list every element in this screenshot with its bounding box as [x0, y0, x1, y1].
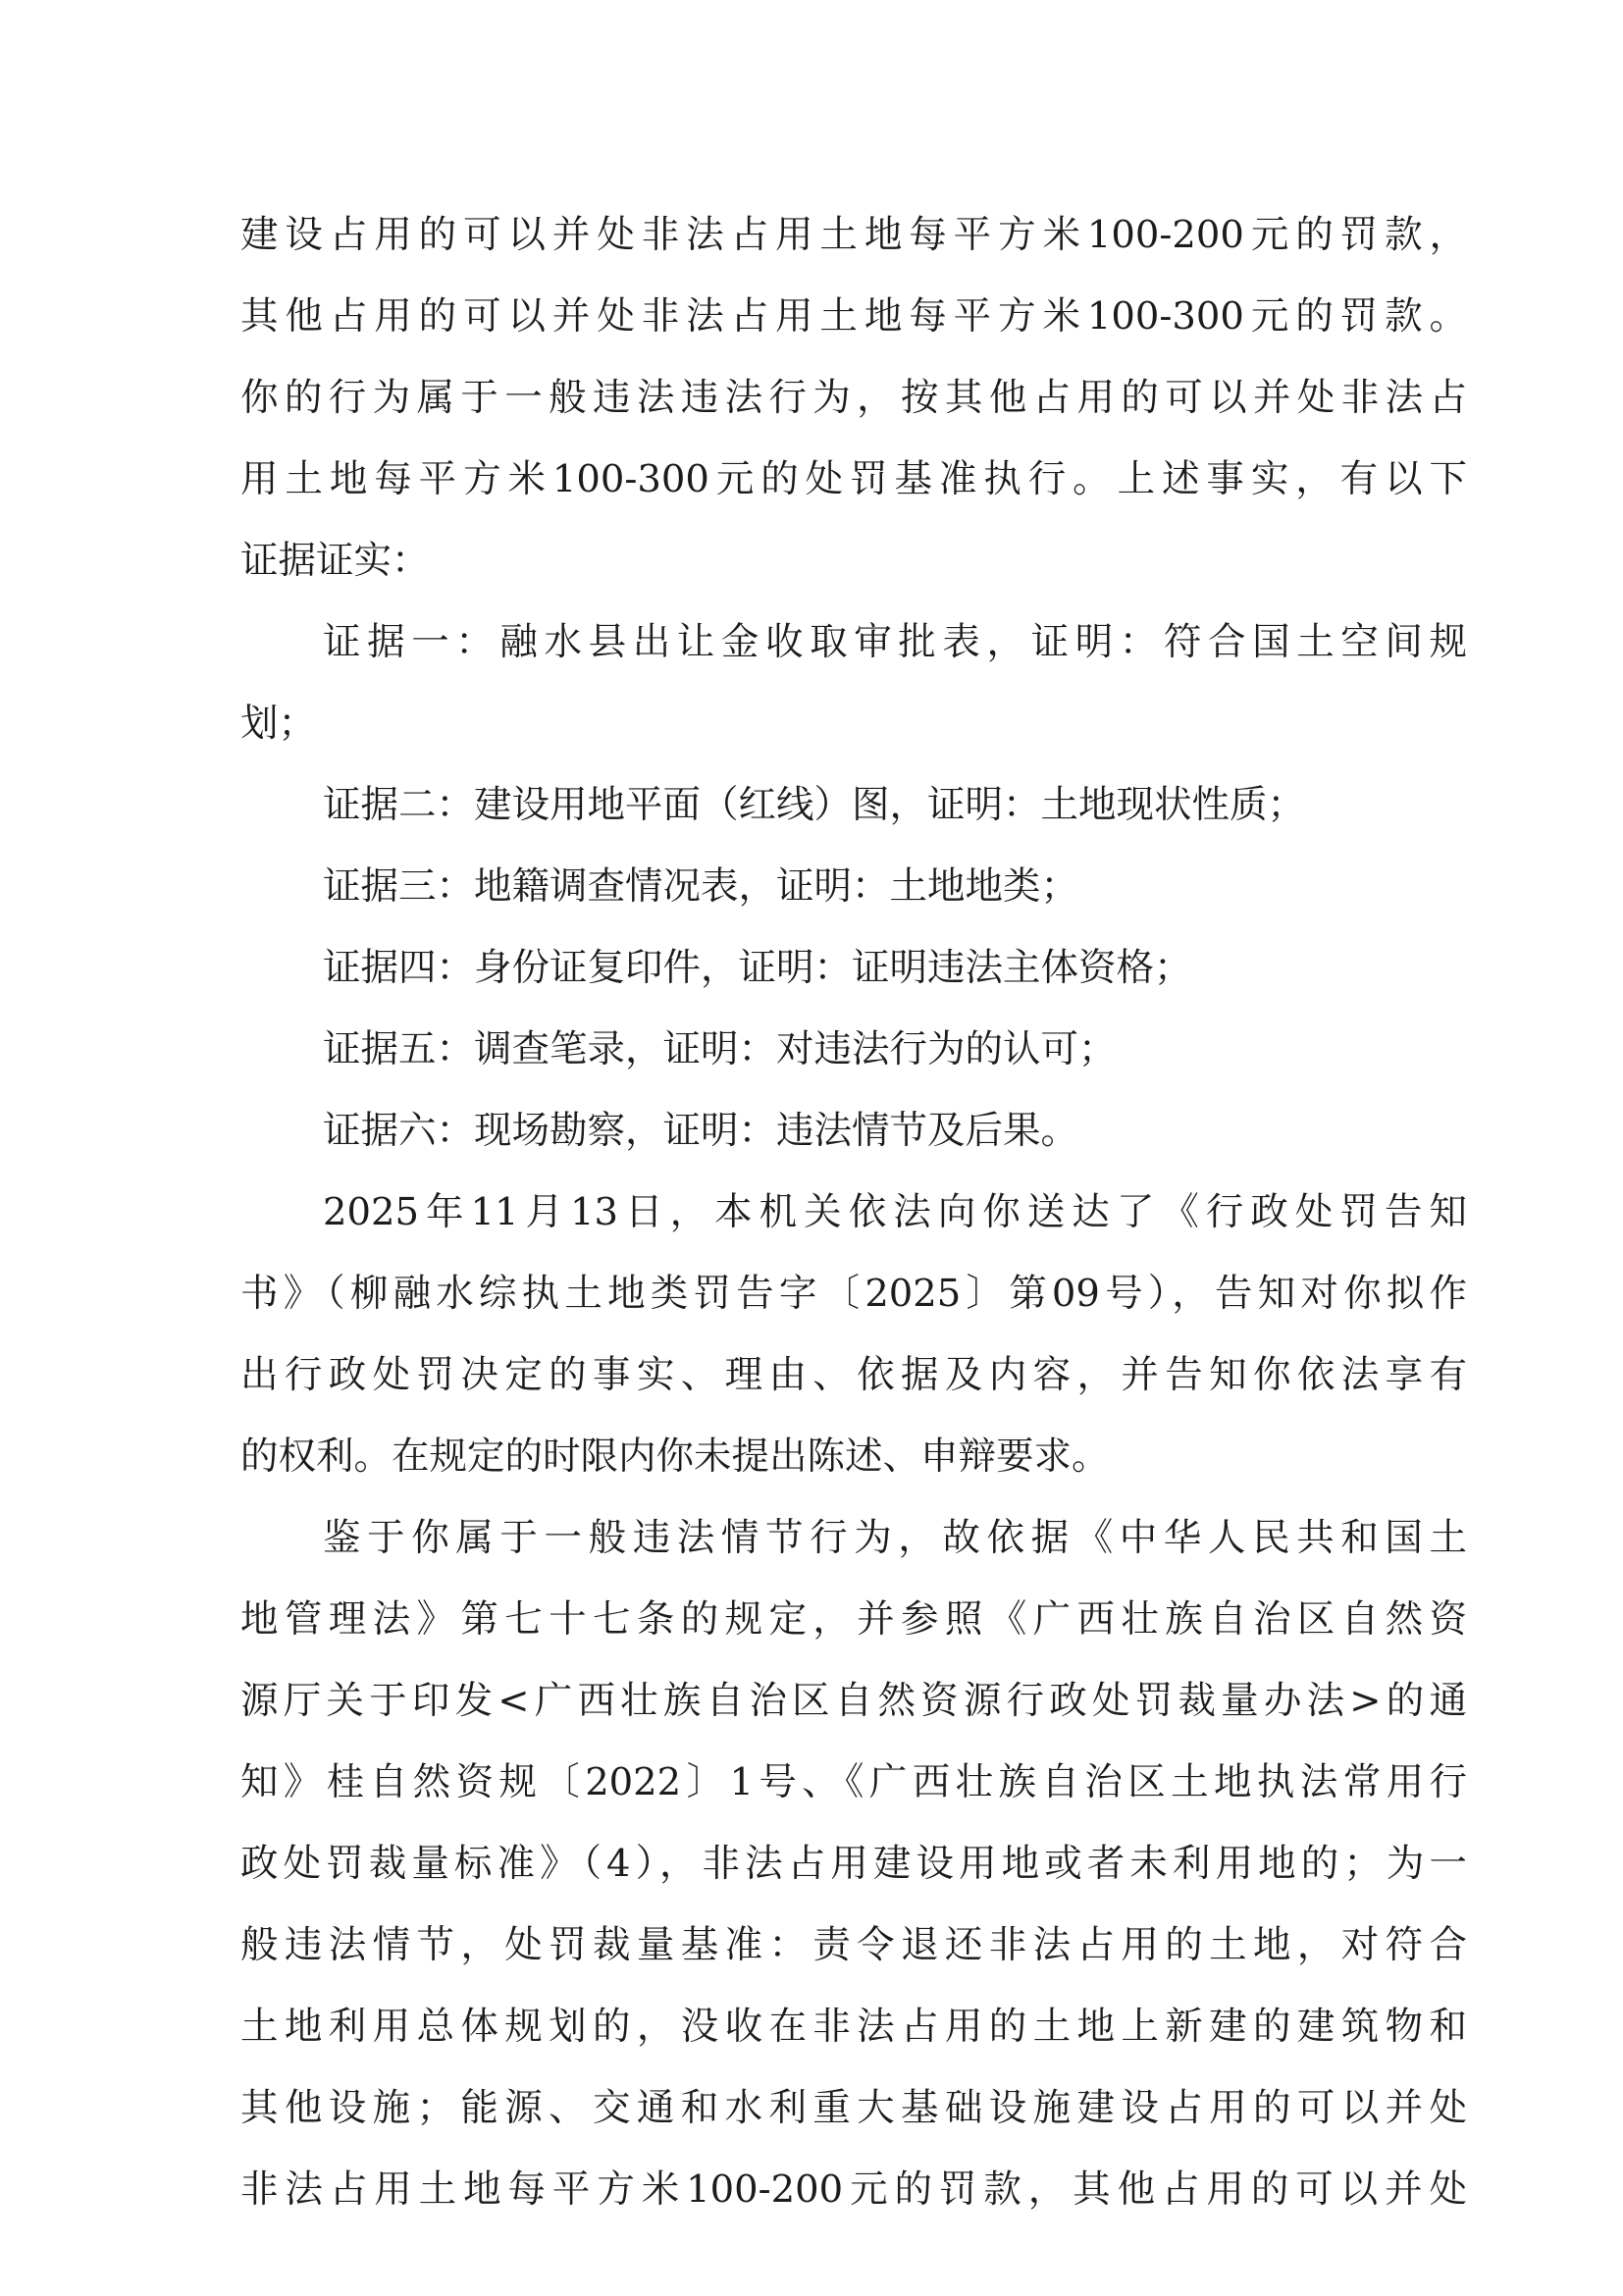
- text-line: 知》桂自然资规〔2022〕1号、《广西壮族自治区土地执法常用行: [240, 1760, 1467, 1804]
- document-body: [240, 194, 1467, 2230]
- text-line: 其他占用的可以并处非法占用土地每平方米100-300元的罚款。: [240, 294, 1467, 339]
- text-line: 证据证实：: [240, 539, 430, 583]
- text-line: 证据三：地籍调查情况表，证明：土地地类；: [323, 864, 1079, 909]
- text-line: 地管理法》第七十七条的规定，并参照《广西壮族自治区自然资: [240, 1597, 1467, 1642]
- text-line: 划；: [240, 702, 317, 746]
- text-line: 政处罚裁量标准》（4），非法占用建设用地或者未利用地的；为一: [240, 1842, 1467, 1886]
- text-line: 般违法情节，处罚裁量基准：责令退还非法占用的土地，对符合: [240, 1923, 1467, 1967]
- text-line: 证据一：融水县出让金收取审批表，证明：符合国土空间规: [323, 620, 1467, 664]
- text-line: 鉴于你属于一般违法情节行为，故依据《中华人民共和国土: [323, 1516, 1467, 1560]
- text-line: 你的行为属于一般违法违法行为，按其他占用的可以并处非法占: [240, 376, 1467, 420]
- text-line: 源厅关于印发<广西壮族自治区自然资源行政处罚裁量办法>的通: [240, 1679, 1467, 1723]
- text-line: 非法占用土地每平方米100-200元的罚款，其他占用的可以并处: [240, 2167, 1467, 2212]
- text-line: 证据四：身份证复印件，证明：证明违法主体资格；: [323, 946, 1192, 990]
- text-line: 2025年11月13日，本机关依法向你送达了《行政处罚告知: [323, 1190, 1467, 1234]
- text-line: 其他设施；能源、交通和水利重大基础设施建设占用的可以并处: [240, 2086, 1467, 2130]
- text-line: 的权利。在规定的时限内你未提出陈述、申辩要求。: [240, 1435, 1110, 1479]
- text-line: 证据五：调查笔录，证明：对违法行为的认可；: [323, 1027, 1117, 1071]
- text-line: 建设占用的可以并处非法占用土地每平方米100-200元的罚款，: [240, 213, 1467, 257]
- text-line: 土地利用总体规划的，没收在非法占用的土地上新建的建筑物和: [240, 2005, 1467, 2049]
- text-line: 书》（柳融水综执土地类罚告字〔2025〕第09号），告知对你拟作: [240, 1272, 1467, 1316]
- text-line: 证据二：建设用地平面（红线）图，证明：土地现状性质；: [323, 783, 1306, 827]
- text-line: 出行政处罚决定的事实、理由、依据及内容，并告知你依法享有: [240, 1353, 1467, 1397]
- text-line: 用土地每平方米100-300元的处罚基准执行。上述事实，有以下: [240, 457, 1467, 501]
- text-line: 证据六：现场勘察，证明：违法情节及后果。: [323, 1109, 1079, 1153]
